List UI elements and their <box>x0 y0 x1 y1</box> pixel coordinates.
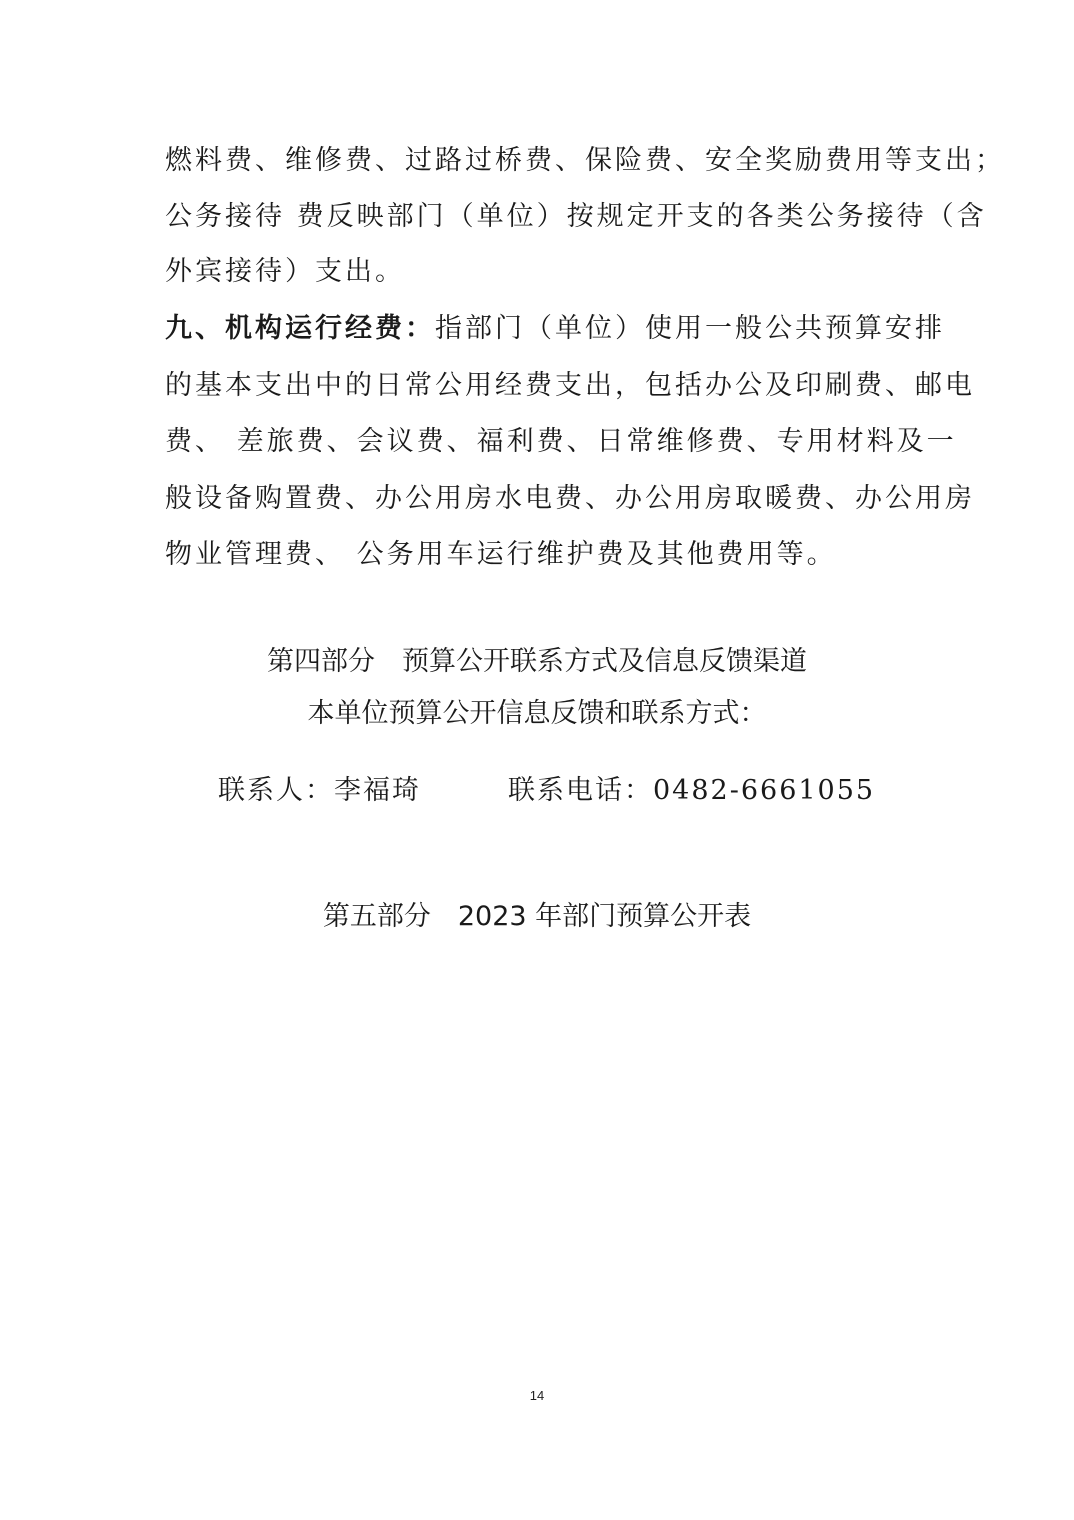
section-nine-first-line <box>165 315 945 342</box>
section-nine-term: 九、机构运行经费： <box>165 313 435 344</box>
part-four-title: 第四部分 预算公开联系方式及信息反馈渠道 <box>267 646 807 677</box>
section-nine-line-4: 般设备购置费、办公用房水电费、办公用房取暖费、办公用房 <box>165 483 975 514</box>
section-nine-line-2: 的基本支出中的日常公用经费支出，包括办公及印刷费、邮电 <box>165 370 975 401</box>
part-five-title: 第五部分 2023 年部门预算公开表 <box>322 901 752 932</box>
section-nine-line-5: 物业管理费、 公务用车运行维护费及其他费用等。 <box>165 539 837 570</box>
contact-person: 联系人：李福琦 <box>218 775 421 806</box>
section-nine-first-line-text: 指部门（单位）使用一般公共预算安排 <box>435 313 945 344</box>
body-line-2: 公务接待 费反映部门（单位）按规定开支的各类公务接待（含 <box>165 201 987 232</box>
part-four-subtitle: 本单位预算公开信息反馈和联系方式： <box>307 698 767 729</box>
contact-phone: 联系电话：0482-6661055 <box>508 775 876 806</box>
body-line-3: 外宾接待）支出。 <box>165 256 405 287</box>
body-line-1: 燃料费、维修费、过路过桥费、保险费、安全奖励费用等支出； <box>165 145 1005 176</box>
page-number: 14 <box>529 1388 545 1403</box>
section-nine-line-3: 费、 差旅费、会议费、福利费、日常维修费、专用材料及一 <box>165 426 957 457</box>
